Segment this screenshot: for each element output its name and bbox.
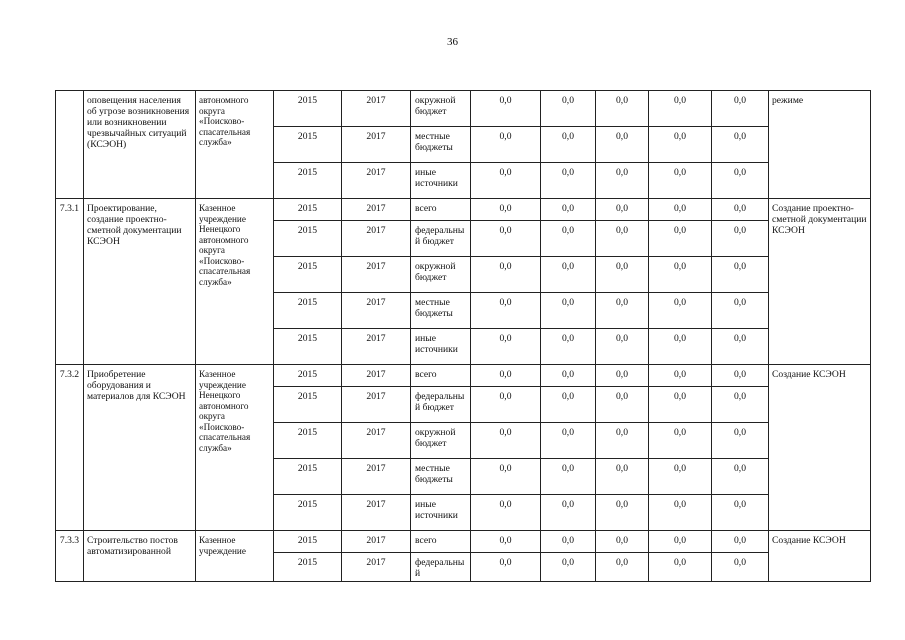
table-row: [56, 91, 871, 127]
value-cell: 0,0: [596, 221, 649, 257]
end-year-cell: 2017: [342, 423, 411, 459]
funding-source-cell: иные источники: [411, 495, 471, 531]
start-year-cell: 2015: [274, 257, 342, 293]
executor-cell: Казенное учреждение Ненецкого автономного округа «Поисково-спасательная служба»: [196, 365, 274, 531]
result-cell: Создание КСЭОН: [769, 365, 871, 531]
start-year-cell: 2015: [274, 495, 342, 531]
value-cell: 0,0: [541, 293, 596, 329]
event-name-cell: Строительство постов автоматизированной: [84, 531, 196, 582]
end-year-cell: 2017: [342, 531, 411, 553]
executor-cell: Казенное учреждение Ненецкого автономного округа «Поисково-спасательная служба»: [196, 199, 274, 365]
value-cell: 0,0: [596, 553, 649, 582]
value-cell: 0,0: [596, 91, 649, 127]
table-row: [56, 531, 871, 553]
value-cell: 0,0: [471, 293, 541, 329]
event-name-cell: Проектирование, создание проектно-сметной документации КСЭОН: [84, 199, 196, 365]
start-year-cell: 2015: [274, 127, 342, 163]
funding-source-cell: местные бюджеты: [411, 459, 471, 495]
value-cell: 0,0: [471, 221, 541, 257]
value-cell: 0,0: [712, 495, 769, 531]
value-cell: 0,0: [541, 199, 596, 221]
value-cell: 0,0: [596, 163, 649, 199]
value-cell: 0,0: [712, 199, 769, 221]
value-cell: 0,0: [712, 329, 769, 365]
funding-source-cell: окружной бюджет: [411, 257, 471, 293]
end-year-cell: 2017: [342, 163, 411, 199]
result-cell: режиме: [769, 91, 871, 199]
value-cell: 0,0: [541, 387, 596, 423]
end-year-cell: 2017: [342, 127, 411, 163]
value-cell: 0,0: [541, 127, 596, 163]
value-cell: 0,0: [471, 365, 541, 387]
value-cell: 0,0: [541, 423, 596, 459]
start-year-cell: 2015: [274, 459, 342, 495]
row-number-cell: 7.3.1: [56, 199, 84, 365]
start-year-cell: 2015: [274, 91, 342, 127]
value-cell: 0,0: [649, 329, 712, 365]
end-year-cell: 2017: [342, 459, 411, 495]
value-cell: 0,0: [471, 459, 541, 495]
start-year-cell: 2015: [274, 423, 342, 459]
value-cell: 0,0: [649, 127, 712, 163]
end-year-cell: 2017: [342, 257, 411, 293]
funding-source-cell: местные бюджеты: [411, 293, 471, 329]
start-year-cell: 2015: [274, 221, 342, 257]
value-cell: 0,0: [541, 257, 596, 293]
value-cell: 0,0: [596, 459, 649, 495]
funding-source-cell: местные бюджеты: [411, 127, 471, 163]
end-year-cell: 2017: [342, 365, 411, 387]
value-cell: 0,0: [712, 91, 769, 127]
funding-source-cell: федеральный бюджет: [411, 387, 471, 423]
value-cell: 0,0: [712, 365, 769, 387]
funding-source-cell: федеральный: [411, 553, 471, 582]
value-cell: 0,0: [541, 91, 596, 127]
value-cell: 0,0: [471, 91, 541, 127]
value-cell: 0,0: [649, 91, 712, 127]
start-year-cell: 2015: [274, 163, 342, 199]
value-cell: 0,0: [541, 531, 596, 553]
value-cell: 0,0: [596, 365, 649, 387]
value-cell: 0,0: [471, 387, 541, 423]
start-year-cell: 2015: [274, 329, 342, 365]
value-cell: 0,0: [712, 293, 769, 329]
value-cell: 0,0: [596, 127, 649, 163]
budget-table: [55, 90, 871, 582]
value-cell: 0,0: [712, 127, 769, 163]
value-cell: 0,0: [471, 163, 541, 199]
event-name-cell: оповещения населения об угрозе возникновения или возникновении чрезвычайных ситуаций (КСЭОН): [84, 91, 196, 199]
value-cell: 0,0: [541, 495, 596, 531]
end-year-cell: 2017: [342, 199, 411, 221]
page-number: 36: [447, 36, 458, 48]
end-year-cell: 2017: [342, 495, 411, 531]
value-cell: 0,0: [596, 257, 649, 293]
start-year-cell: 2015: [274, 365, 342, 387]
value-cell: 0,0: [541, 163, 596, 199]
funding-source-cell: всего: [411, 199, 471, 221]
start-year-cell: 2015: [274, 531, 342, 553]
value-cell: 0,0: [712, 531, 769, 553]
funding-source-cell: окружной бюджет: [411, 91, 471, 127]
start-year-cell: 2015: [274, 293, 342, 329]
result-cell: Создание КСЭОН: [769, 531, 871, 582]
value-cell: 0,0: [596, 387, 649, 423]
value-cell: 0,0: [649, 495, 712, 531]
value-cell: 0,0: [649, 293, 712, 329]
funding-source-cell: всего: [411, 365, 471, 387]
executor-cell: Казенное учреждение: [196, 531, 274, 582]
value-cell: 0,0: [712, 387, 769, 423]
value-cell: 0,0: [712, 459, 769, 495]
value-cell: 0,0: [541, 553, 596, 582]
value-cell: 0,0: [596, 423, 649, 459]
row-number-cell: [56, 91, 84, 199]
value-cell: 0,0: [596, 495, 649, 531]
value-cell: 0,0: [596, 293, 649, 329]
table-row: [56, 365, 871, 387]
value-cell: 0,0: [471, 199, 541, 221]
value-cell: 0,0: [649, 365, 712, 387]
value-cell: 0,0: [471, 423, 541, 459]
value-cell: 0,0: [471, 257, 541, 293]
value-cell: 0,0: [649, 387, 712, 423]
value-cell: 0,0: [649, 221, 712, 257]
event-name-cell: Приобретение оборудования и материалов для КСЭОН: [84, 365, 196, 531]
end-year-cell: 2017: [342, 553, 411, 582]
value-cell: 0,0: [541, 459, 596, 495]
funding-source-cell: окружной бюджет: [411, 423, 471, 459]
funding-source-cell: федеральный бюджет: [411, 221, 471, 257]
value-cell: 0,0: [471, 495, 541, 531]
value-cell: 0,0: [712, 423, 769, 459]
value-cell: 0,0: [712, 221, 769, 257]
end-year-cell: 2017: [342, 387, 411, 423]
start-year-cell: 2015: [274, 553, 342, 582]
value-cell: 0,0: [541, 221, 596, 257]
value-cell: 0,0: [649, 531, 712, 553]
funding-source-cell: иные источники: [411, 329, 471, 365]
value-cell: 0,0: [712, 257, 769, 293]
executor-cell: автономного округа «Поисково-спасательная служба»: [196, 91, 274, 199]
result-cell: Создание проектно-сметной документации КСЭОН: [769, 199, 871, 365]
funding-source-cell: всего: [411, 531, 471, 553]
value-cell: 0,0: [649, 257, 712, 293]
value-cell: 0,0: [471, 127, 541, 163]
end-year-cell: 2017: [342, 329, 411, 365]
funding-source-cell: иные источники: [411, 163, 471, 199]
value-cell: 0,0: [649, 163, 712, 199]
value-cell: 0,0: [541, 365, 596, 387]
value-cell: 0,0: [649, 199, 712, 221]
row-number-cell: 7.3.2: [56, 365, 84, 531]
end-year-cell: 2017: [342, 221, 411, 257]
value-cell: 0,0: [712, 163, 769, 199]
start-year-cell: 2015: [274, 199, 342, 221]
value-cell: 0,0: [471, 553, 541, 582]
table-row: [56, 199, 871, 221]
value-cell: 0,0: [712, 553, 769, 582]
start-year-cell: 2015: [274, 387, 342, 423]
value-cell: 0,0: [596, 199, 649, 221]
value-cell: 0,0: [649, 423, 712, 459]
value-cell: 0,0: [649, 459, 712, 495]
row-number-cell: 7.3.3: [56, 531, 84, 582]
end-year-cell: 2017: [342, 293, 411, 329]
value-cell: 0,0: [596, 329, 649, 365]
end-year-cell: 2017: [342, 91, 411, 127]
value-cell: 0,0: [596, 531, 649, 553]
budget-table-wrapper: [55, 90, 870, 582]
value-cell: 0,0: [649, 553, 712, 582]
value-cell: 0,0: [471, 329, 541, 365]
value-cell: 0,0: [541, 329, 596, 365]
value-cell: 0,0: [471, 531, 541, 553]
